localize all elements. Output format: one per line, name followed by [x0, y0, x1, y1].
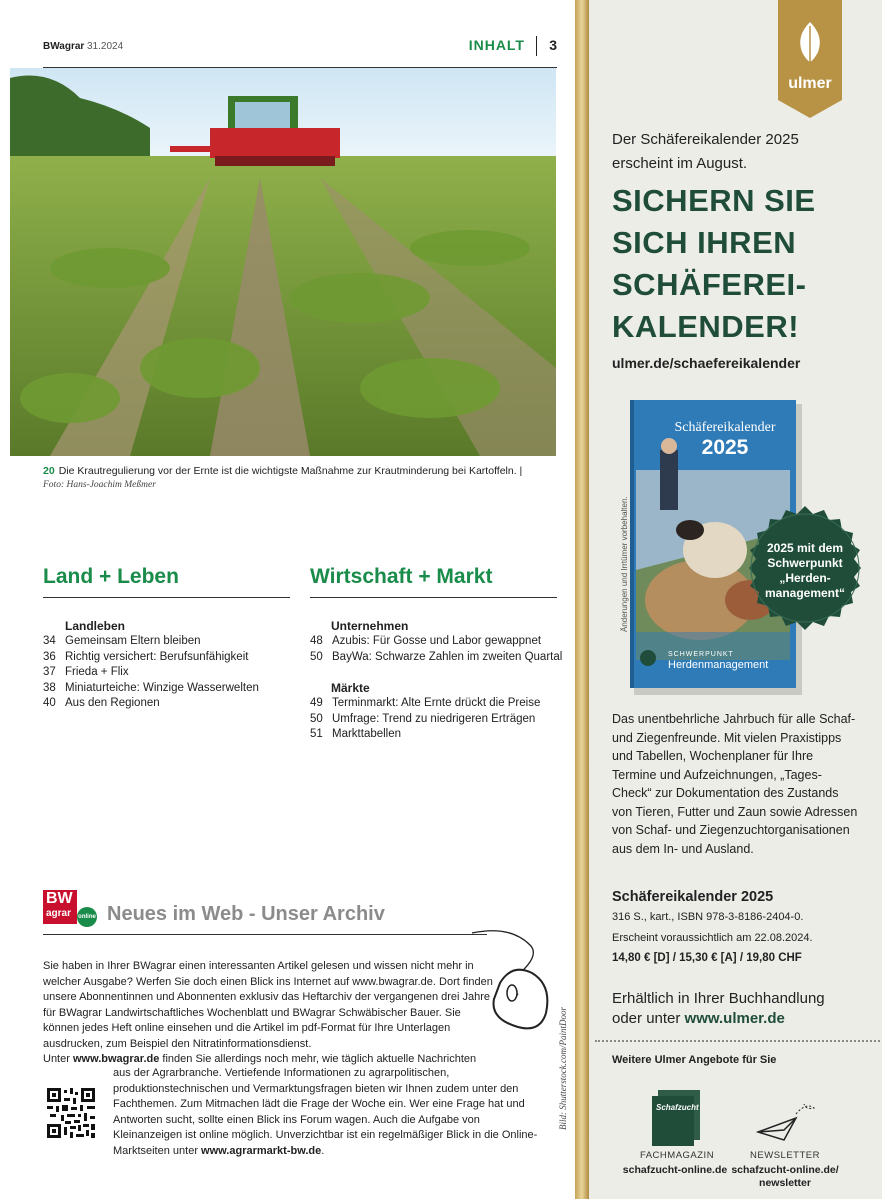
- toc-title: Aus den Regionen: [65, 697, 160, 709]
- headline-line: SICHERN SIE: [612, 183, 816, 218]
- caption-text: Die Krautregulierung vor der Ernte ist die wichtigste Maßnahme zur Krautminderung bei Kartoffeln. |: [58, 465, 523, 477]
- availability-text: Erhältlich in Ihrer Buchhandlung: [612, 990, 825, 1007]
- book-title: Schäfereikalender: [674, 420, 776, 435]
- disclaimer: Änderungen und Irrtümer vorbehalten.: [620, 496, 629, 632]
- ulmer-brand: ulmer: [788, 75, 832, 92]
- web-unter: Unter: [43, 1053, 70, 1065]
- ad-body: Das unentbehrliche Jahrbuch für alle Schaf- und Ziegenfreunde. Mit vielen Praxistipps und Tabellen, Wochenplaner für Ihre Termine und Aufzeichnungen, „Tages-Check“ zur Dokumentation des Zustands von Tieren, Futter und Zaun sowie Adressen von Schaf- und Ziegenzuchtorganisationen aus dem In- und Ausland.: [612, 712, 858, 856]
- book-focus-label: SCHWERPUNKT: [668, 651, 734, 658]
- toc-page: 50: [310, 712, 323, 725]
- toc-title: Frieda + Flix: [65, 666, 129, 678]
- availability-prefix: oder unter: [612, 1010, 685, 1027]
- caption-page-number: 20: [43, 465, 55, 477]
- unternehmen-list: [310, 634, 562, 665]
- toc-page: 48: [310, 635, 323, 647]
- paper-plane-icon[interactable]: [756, 1100, 816, 1142]
- page-header: [43, 38, 557, 68]
- toc-page: 51: [310, 728, 323, 740]
- ad-headline: [612, 180, 872, 348]
- toc-page: 36: [43, 650, 56, 663]
- toc-page: 38: [43, 681, 56, 694]
- toc-page: 34: [43, 635, 56, 647]
- release-date: Erscheint voraussichtlich am 22.08.2024.: [612, 932, 813, 944]
- toc-page: 37: [43, 666, 56, 678]
- toc-title: Gemeinsam Eltern bleiben: [65, 635, 201, 647]
- toc-page: 49: [310, 697, 323, 709]
- landleben-list: [43, 634, 259, 712]
- toc-title: Miniaturteiche: Winzige Wasserwelten: [65, 681, 259, 694]
- headline-line: SCHÄFEREI-: [612, 267, 807, 302]
- header-divider: [536, 36, 537, 56]
- book-year: 2025: [701, 436, 749, 459]
- toc-title: Richtig versichert: Berufsunfähigkeit: [65, 650, 249, 663]
- unternehmen-subheading: Unternehmen: [331, 619, 409, 633]
- logo-agrar: agrar: [46, 908, 72, 919]
- web-paragraph-3: aus der Agrarbranche. Vertiefende Informationen zu agrarpolitischen, produktionstechnischen und Vermarktungsfragen bieten wir Ihnen zudem unter den Fachthemen. Zum Mitmachen lädt die Frage der Woche ein. Wer eine Frage hat und Antworten sucht, sollte einen Blick ins Forum wagen. Auch die Aufgabe von Kleinanzeigen ist online möglich. Unverzichtbar ist ein regelmäßiger Blick in die Online-Marktseiten unter: [113, 1067, 538, 1157]
- headline-line: KALENDER!: [612, 309, 800, 344]
- toc-page: 50: [310, 650, 323, 663]
- web-paragraph-end: .: [321, 1144, 325, 1157]
- logo-bw: BW: [46, 890, 73, 907]
- newsletter-link[interactable]: schafzucht-online.de/ newsletter: [731, 1164, 839, 1189]
- toc-title: Markttabellen: [332, 728, 402, 740]
- product-name: Schäfereikalender 2025: [612, 889, 774, 905]
- toc-item[interactable]: [310, 696, 540, 712]
- web-archive-text: [43, 959, 498, 1068]
- photo-credit: Foto: Hans-Joachim Meßmer: [43, 480, 156, 490]
- maerkte-subheading: Märkte: [331, 681, 370, 695]
- more-offers-heading: Weitere Ulmer Angebote für Sie: [612, 1054, 777, 1066]
- agrarmarkt-link[interactable]: www.agrarmarkt-bw.de: [201, 1144, 322, 1157]
- newsletter-label: NEWSLETTER: [750, 1150, 820, 1161]
- product-price: 14,80 € [D] / 15,30 € [A] / 19,80 CHF: [612, 952, 802, 964]
- web-archive-text-continued: [113, 1066, 548, 1159]
- web-archive-title: Neues im Web - Unser Archiv: [107, 903, 385, 925]
- toc-title: Terminmarkt: Alte Ernte drückt die Preise: [332, 697, 541, 709]
- toc-item[interactable]: [310, 634, 562, 650]
- bwagrar-logo: [43, 890, 77, 924]
- availability-link-line: [612, 1010, 785, 1027]
- section-title: INHALT: [468, 37, 525, 53]
- seal-text: 2025 mit dem Schwerpunkt „Herden-management“: [764, 541, 846, 600]
- image-credit: Bild: Shutterstock.com/PaintDoor: [558, 1007, 568, 1130]
- issue-number: 31.2024: [87, 41, 124, 52]
- ad-intro: Der Schäfereikalender 2025 erscheint im August.: [612, 131, 799, 172]
- page-number: 3: [549, 37, 557, 53]
- toc-item[interactable]: [310, 727, 540, 743]
- toc-item[interactable]: [43, 681, 259, 697]
- ulmer-shop-link[interactable]: www.ulmer.de: [684, 1010, 785, 1027]
- product-meta: 316 S., kart., ISBN 978-3-8186-2404-0.: [612, 911, 804, 923]
- fachmagazin-link[interactable]: schafzucht-online.de: [622, 1164, 728, 1176]
- fachmagazin-label: FACHMAGAZIN: [639, 1150, 715, 1161]
- bwagrar-link[interactable]: www.bwagrar.de: [72, 1053, 160, 1065]
- toc-item[interactable]: [43, 665, 259, 681]
- toc-item[interactable]: [43, 634, 259, 650]
- toc-item[interactable]: [43, 650, 259, 666]
- land-leben-title: Land + Leben: [43, 565, 290, 598]
- magazine-name: BWagrar: [43, 41, 85, 52]
- photo-caption: [43, 464, 557, 492]
- magazine-icon[interactable]: [652, 1090, 700, 1146]
- web-paragraph-2: finden Sie allerdings noch mehr, wie täglich aktuelle Nachrichten: [159, 1053, 477, 1065]
- landleben-subheading: Landleben: [65, 619, 126, 633]
- qr-code[interactable]: [47, 1088, 95, 1138]
- maerkte-list: [310, 696, 540, 743]
- dotted-divider: [595, 1040, 880, 1042]
- ulmer-logo[interactable]: [778, 0, 842, 118]
- toc-item[interactable]: [43, 696, 259, 712]
- headline-line: SICH IHREN: [612, 225, 797, 260]
- wirtschaft-markt-title: Wirtschaft + Markt: [310, 565, 557, 598]
- toc-title: BayWa: Schwarze Zahlen im zweiten Quartal: [332, 650, 563, 663]
- title-rule: [43, 934, 487, 935]
- ad-url-link[interactable]: ulmer.de/schaefereikalender: [612, 355, 801, 371]
- magazine-icon-label: Schafzucht: [656, 1103, 699, 1112]
- toc-item[interactable]: [310, 650, 562, 666]
- online-badge: online: [77, 907, 97, 927]
- toc-title: Azubis: Für Gosse und Labor gewappnet: [332, 635, 542, 647]
- toc-title: Umfrage: Trend zu niedrigeren Erträgen: [332, 712, 536, 725]
- web-paragraph: Sie haben in Ihrer BWagrar einen interessanten Artikel gelesen und wissen nicht mehr in welcher Ausgabe? Werfen Sie doch einen Blick ins Internet auf www.bwagrar.de. Dort finden unsere Abonnentinnen und Abonnenten exklusiv das Heftarchiv der vergangenen drei Jahre für BWagrar Landwirtschaftliches Wochenblatt und BWagrar Schwäbischer Bauer. Sie können jedes Heft online einsehen und die Artikel im pdf-Format für Ihre Unterlagen ausdrucken, zum Beispiel den Nitratinformationsdienst.: [43, 960, 493, 1050]
- gold-divider-strip: [575, 0, 589, 1199]
- book-focus: Herdenmanagement: [668, 659, 769, 671]
- potato-field-photo: [10, 68, 556, 456]
- toc-item[interactable]: [310, 712, 540, 728]
- toc-page: 40: [43, 697, 56, 709]
